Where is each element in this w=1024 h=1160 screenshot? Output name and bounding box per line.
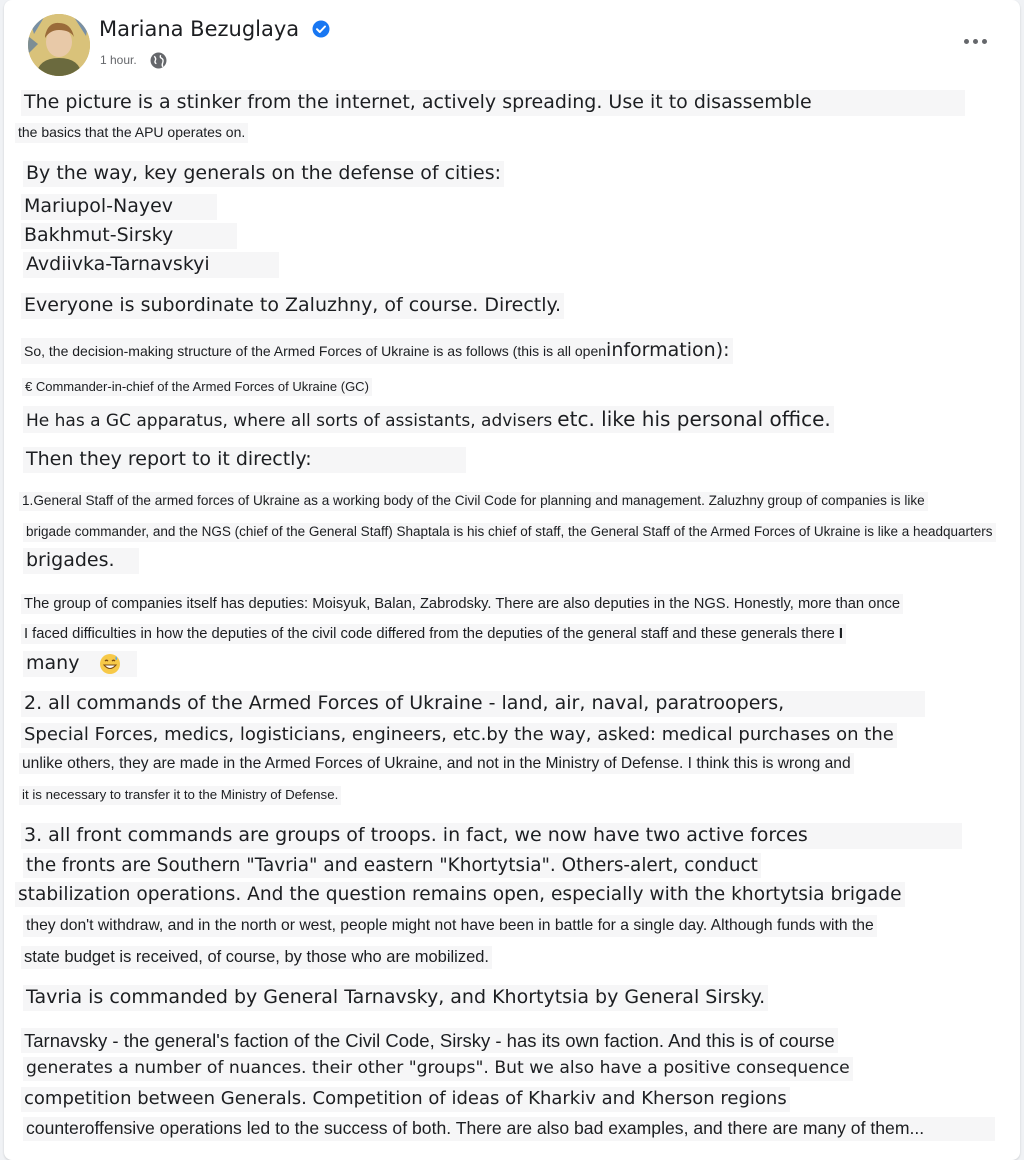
post-text-line: Tavria is commanded by General Tarnavsky, and Khortytsia by General Sirsky.: [23, 985, 768, 1011]
post-text-line: Special Forces, medics, logisticians, engineers, etc.by the way, asked: medical purchases on the: [21, 723, 897, 748]
post-text-segment: So, the decision-making structure of the Armed Forces of Ukraine is as follows (this is all open: [24, 343, 607, 359]
post-text-line: Mariupol-Nayev: [21, 194, 217, 220]
post-text-line: generates a number of nuances. their other "groups". But we also have a positive consequence: [23, 1057, 853, 1081]
verified-badge-icon: [312, 20, 330, 38]
post-text-line: unlike others, they are made in the Armed Forces of Ukraine, and not in the Ministry of Defense. I think this is wrong and: [19, 753, 854, 774]
more-dot: [982, 39, 987, 44]
post-text-segment: He has a GC apparatus, where all sorts of assistants, advisers: [26, 411, 553, 431]
avatar[interactable]: [28, 14, 90, 76]
post-text-line: Everyone is subordinate to Zaluzhny, of course. Directly.: [21, 293, 564, 319]
post-text-line: the basics that the APU operates on.: [15, 123, 248, 143]
post-text-line: brigade commander, and the NGS (chief of the General Staff) Shaptala is his chief of staff, the General Staff of the Armed Forces of Ukraine is like a headquarters: [23, 523, 996, 542]
post-text-line: Bakhmut-Sirsky: [21, 223, 237, 249]
post-text-line: they don't withdraw, and in the north or west, people might not have been in battle for a single day. Although funds with the: [23, 915, 877, 937]
post-timestamp[interactable]: 1 hour.: [100, 53, 137, 67]
post-text-line: state budget is received, of course, by those who are mobilized.: [21, 946, 492, 969]
post-text-line: stabilization operations. And the question remains open, especially with the khortytsia brigade: [15, 882, 905, 907]
globe-icon: [150, 52, 167, 69]
post-text-line: Tarnavsky - the general's faction of the Civil Code, Sirsky - has its own faction. And this is of course: [21, 1028, 838, 1053]
post-text-line: brigades.: [23, 548, 139, 574]
post-text-line: € Commander-in-chief of the Armed Forces of Ukraine (GC): [22, 378, 372, 396]
post-text-segment: many: [26, 652, 80, 674]
post-text-line: it is necessary to transfer it to the Ministry of Defense.: [19, 786, 341, 805]
post-text-line: [23, 651, 137, 677]
post-text-line: competition between Generals. Competition of ideas of Kharkiv and Kherson regions: [21, 1087, 790, 1112]
post-text-segment: etc. like his personal office.: [557, 407, 831, 431]
post-text-line: 1.General Staff of the armed forces of Ukraine as a working body of the Civil Code for planning and management. Zaluzhny group of companies is like: [19, 492, 928, 511]
post-text-line: Avdiivka-Tarnavskyi: [23, 252, 279, 278]
post-card: [4, 0, 1020, 1160]
post-text-segment: I: [838, 626, 843, 642]
post-text-line: Then they report to it directly:: [23, 447, 466, 473]
post-text-line: [23, 406, 834, 433]
post-text-segment: I faced difficulties in how the deputies of the civil code differed from the deputies of the general staff and these generals there: [24, 626, 835, 642]
post-text-line: The group of companies itself has deputies: Moisyuk, Balan, Zabrodsky. There are also deputies in the NGS. Honestly, more than once: [21, 594, 903, 614]
post-text-line: counteroffensive operations led to the success of both. There are also bad examples, and there are many of them...: [23, 1117, 995, 1141]
post-text-segment: information):: [606, 339, 730, 361]
post-text-line: [21, 338, 733, 364]
post-text-line: 2. all commands of the Armed Forces of Ukraine - land, air, naval, paratroopers,: [21, 691, 925, 717]
post-text-line: The picture is a stinker from the internet, actively spreading. Use it to disassemble: [21, 90, 965, 116]
post-text-line: [21, 624, 846, 644]
author-name[interactable]: Mariana Bezuglaya: [99, 17, 300, 41]
more-options-button[interactable]: [958, 28, 992, 54]
more-dot: [973, 39, 978, 44]
post-text-line: 3. all front commands are groups of troops. in fact, we now have two active forces: [21, 823, 962, 849]
post-text-line: By the way, key generals on the defense of cities:: [23, 161, 504, 187]
post-text-line: the fronts are Southern "Tavria" and eastern "Khortytsia". Others-alert, conduct: [23, 853, 761, 878]
grinning-sweat-emoji: [99, 653, 121, 675]
more-dot: [964, 39, 969, 44]
